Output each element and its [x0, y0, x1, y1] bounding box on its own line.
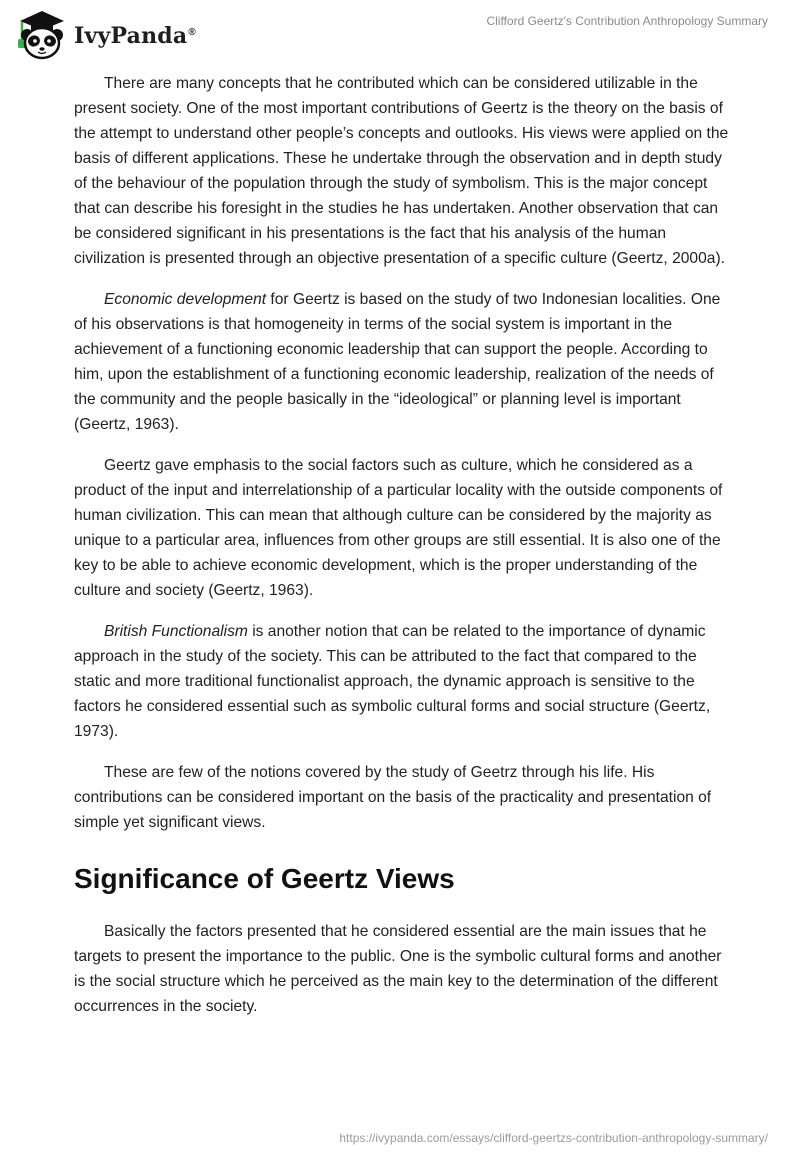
source-url[interactable]: https://ivypanda.com/essays/clifford-geertzs-contribution-anthropology-summary/	[339, 1131, 768, 1145]
section-heading: Significance of Geertz Views	[74, 863, 455, 894]
paragraph-3: Geertz gave emphasis to the social factors such as culture, which he considered as a product of the input and interrelationship of a particular locality with the outside components of human civilization. This can mean that although culture can be considered by the majority as unique to a particular area, influences from other groups are still essential. It is also one of the key to be able to achieve economic development, which is the proper understanding of the culture and society (Geertz, 1963).	[74, 457, 723, 599]
paragraph-1: There are many concepts that he contributed which can be considered utilizable in the present society. One of the most important contributions of Geertz is the theory on the basis of the attempt to understand other people’s concepts and outlooks. His views were applied on the basis of different applications. These he undertake through the observation and in depth study of the behaviour of the population through the study of symbolism. This is the major concept that can describe his foresight in the studies he has undertaken. Another observation that can be considered significant in his presentations is the fact that his analysis of the human civilization is presented through an objective presentation of a specific culture (Geertz, 2000a).	[74, 75, 729, 267]
term-british-functionalism: British Functionalism	[104, 623, 248, 640]
article-body	[74, 71, 734, 1035]
paragraph-4-text: is another notion that can be related to the importance of dynamic approach in the study of the society. This can be attributed to the fact that compared to the static and more traditional functionalist approach, the dynamic approach is sensitive to the factors he considered essential such as symbolic cultural forms and social structure (Geertz, 1973).	[74, 623, 711, 740]
paragraph-2-text: for Geertz is based on the study of two Indonesian localities. One of his observations is that homogeneity in terms of the social system is important in the achievement of a functioning economic leadership that can support the people. According to him, upon the establishment of a functioning economic leadership, realization of the needs of the community and the people basically in the “ideological” or planning level is important (Geertz, 1963).	[74, 291, 721, 433]
panda-graduate-icon	[12, 7, 72, 61]
term-economic-development: Economic development	[104, 291, 267, 308]
page-header	[0, 0, 800, 64]
brand-name: IvyPanda®	[74, 23, 196, 49]
brand-logo[interactable]	[12, 7, 196, 61]
paragraph-4	[74, 619, 734, 744]
paragraph-6: Basically the factors presented that he considered essential are the main issues that he targets to present the importance to the public. One is the symbolic cultural forms and another is the social structure which he perceived as the main key to the determination of the different occurrences in the society.	[74, 923, 722, 1015]
paragraph-2	[74, 287, 734, 437]
document-title: Clifford Geertz's Contribution Anthropology Summary	[486, 14, 768, 28]
brand-registered-mark: ®	[188, 26, 196, 38]
paragraph-5: These are few of the notions covered by the study of Geetrz through his life. His contributions can be considered important on the basis of the practicality and presentation of simple yet significant views.	[74, 764, 712, 831]
